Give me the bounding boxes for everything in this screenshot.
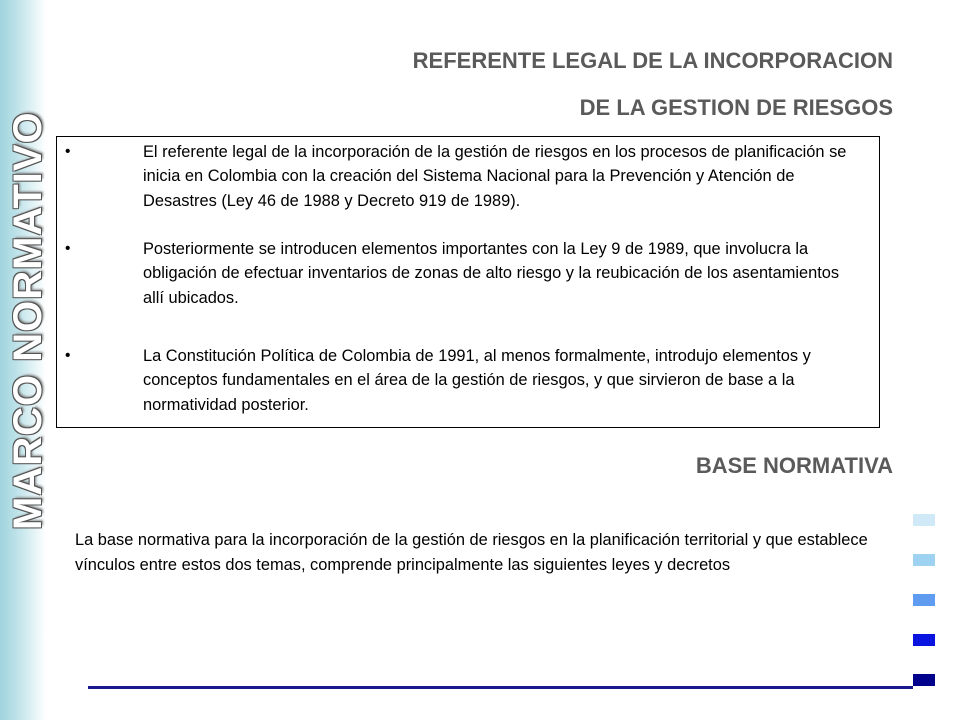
vertical-section-title: MARCO NORMATIVO	[6, 111, 50, 530]
bullet-text: La Constitución Política de Colombia de 1991, al menos formalmente, introdujo elementos y conceptos fundamentales en el área de la gestión de riesgos, y que sirvieron de base a la normatividad posterior.	[143, 347, 811, 414]
section-subheading: BASE NORMATIVA	[695, 453, 893, 478]
bullet-marker: •	[65, 347, 71, 364]
page-title-line-2: DE LA GESTION DE RIESGOS	[579, 95, 893, 120]
legal-reference-box	[56, 136, 880, 428]
footer-divider-line	[88, 686, 913, 689]
bullet-marker: •	[65, 143, 71, 160]
page-title-line-1: REFERENTE LEGAL DE LA INCORPORACION	[412, 48, 893, 73]
decorative-square	[913, 514, 935, 526]
decorative-square	[913, 554, 935, 566]
bullet-marker: •	[65, 240, 71, 257]
bullet-text: Posteriormente se introducen elementos importantes con la Ley 9 de 1989, que involucra la obligación de efectuar inventarios de zonas de alto riesgo y la reubicación de los asentamientos allí ubicados.	[143, 240, 840, 307]
decorative-square	[913, 594, 935, 606]
decorative-square	[913, 634, 935, 646]
bullet-text: El referente legal de la incorporación de la gestión de riesgos en los procesos de planificación se inicia en Colombia con la creación del Sistema Nacional para la Prevención y Atención de Desastres (Ley 46 de 1988 y Decreto 919 de 1989).	[143, 143, 847, 210]
body-paragraph: La base normativa para la incorporación de la gestión de riesgos en la planificación territorial y que establece vínculos entre estos dos temas, comprende principalmente las siguientes leyes y decretos	[75, 531, 868, 574]
decorative-square	[913, 674, 935, 686]
